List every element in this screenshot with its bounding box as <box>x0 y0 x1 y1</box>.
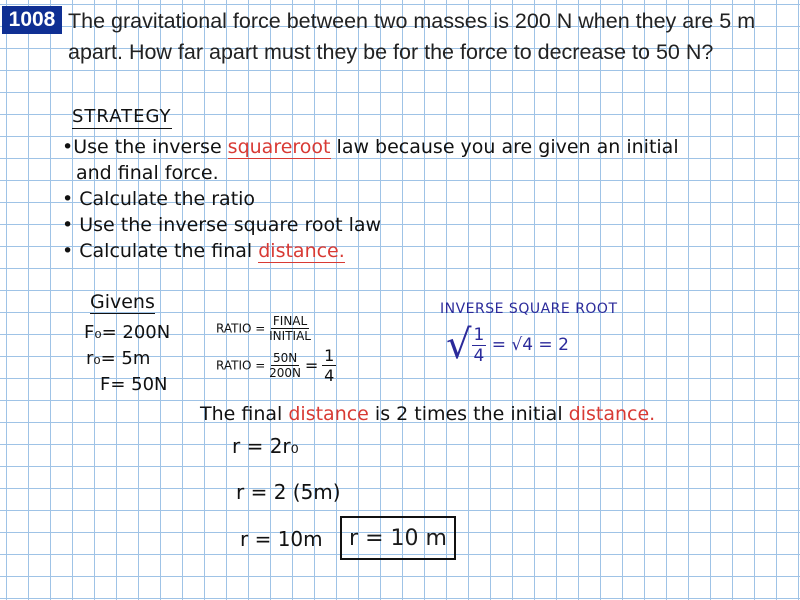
ratio-label-2: RATIO = <box>216 358 266 373</box>
strategy-bullet-3 <box>62 214 381 236</box>
conclusion-line <box>200 403 655 425</box>
problem-question: The gravitational force between two masses is 200 N when they are 5 m apart. How far apart must they be for the force to decrease to 50 N? <box>68 9 756 64</box>
step-1: r = 2r₀ <box>232 434 299 458</box>
bullet-dot: • <box>62 214 80 236</box>
inverse-sqrt-title: INVERSE SQUARE ROOT <box>440 301 618 317</box>
strategy-bullet-2 <box>62 188 255 210</box>
givens-title: Givens <box>90 291 155 313</box>
bullet-4-keyword: distance. <box>258 240 345 262</box>
ratio-definition <box>216 314 311 343</box>
strategy-title: STRATEGY <box>72 106 172 127</box>
bullet-1-text-a: Use the inverse <box>73 136 228 158</box>
ratio-label-1: RATIO = <box>216 321 266 336</box>
ratio-calculation <box>216 346 336 385</box>
bullet-dot: • <box>62 188 80 210</box>
ratio-numerator-3: 1 <box>324 346 335 365</box>
problem-number-badge: 1008 <box>2 6 62 34</box>
sqrt-numerator: 1 <box>473 324 485 345</box>
conclusion-part-1: The final <box>200 403 289 425</box>
ratio-equals: = <box>304 356 319 375</box>
step-2: r = 2 (5m) <box>236 480 341 504</box>
given-f0: F₀= 200N <box>84 322 171 343</box>
ratio-numerator-2: 50N <box>272 351 298 365</box>
final-answer-box: r = 10 m <box>340 516 456 560</box>
strategy-bullet-1 <box>62 136 679 158</box>
ratio-fraction-2 <box>269 351 301 380</box>
sqrt-fraction <box>472 325 487 366</box>
conclusion-distance-2: distance. <box>568 403 656 425</box>
bullet-1-keyword: squareroot <box>227 136 331 158</box>
ratio-fraction-3 <box>322 346 336 385</box>
bullet-1-text-c: law because you are given an initial <box>330 136 679 158</box>
bullet-2-text: Calculate the ratio <box>79 188 256 210</box>
strategy-bullet-4 <box>62 240 345 262</box>
sqrt-result: = √4 = 2 <box>491 335 569 355</box>
ratio-fraction-1 <box>269 314 311 343</box>
ratio-denominator-2: 200N <box>269 366 302 380</box>
ratio-denominator-3: 4 <box>324 366 335 385</box>
sqrt-denominator: 4 <box>473 345 485 366</box>
step-3: r = 10m <box>240 527 323 551</box>
bullet-dot: • <box>62 240 80 262</box>
bullet-4-text-a: Calculate the final <box>79 240 259 262</box>
conclusion-distance-1: distance <box>288 403 369 425</box>
bullet-dot: • <box>62 136 74 158</box>
ratio-denominator-1: INITIAL <box>269 329 311 343</box>
ratio-numerator-1: FINAL <box>272 314 308 328</box>
given-r0: r₀= 5m <box>86 348 151 369</box>
strategy-bullet-1-continued: and final force. <box>76 162 219 184</box>
sqrt-sign: √ <box>446 322 472 368</box>
given-f: F= 50N <box>100 374 168 395</box>
conclusion-part-3: is 2 times the initial <box>368 403 569 425</box>
bullet-3-text: Use the inverse square root law <box>79 214 382 236</box>
inverse-sqrt-calculation <box>446 322 569 368</box>
